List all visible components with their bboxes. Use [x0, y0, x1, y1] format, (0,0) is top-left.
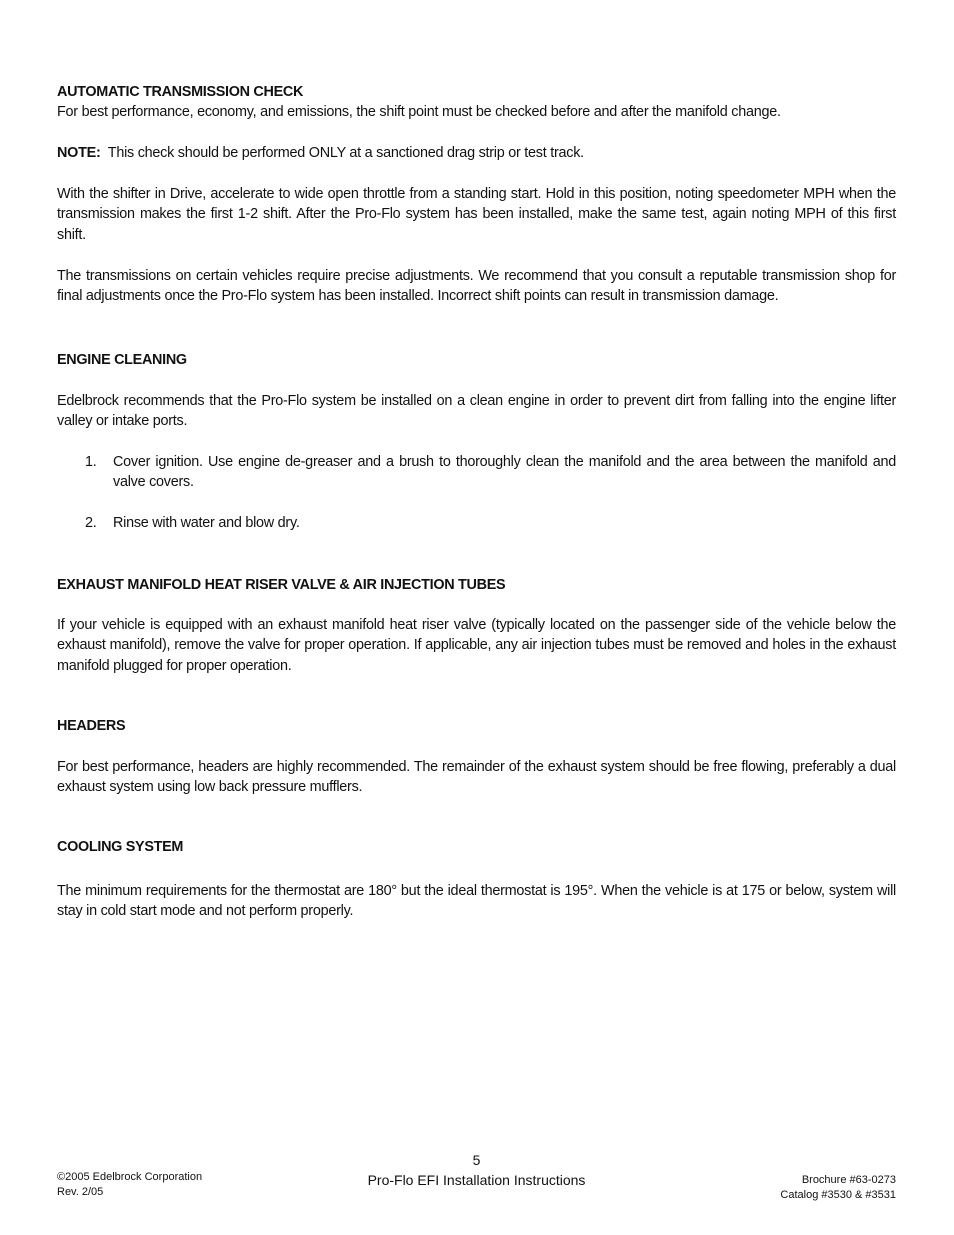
footer-catalog: Catalog #3530 & #3531 — [780, 1189, 896, 1201]
auto-trans-note — [57, 143, 896, 163]
auto-trans-paragraph-2: The transmissions on certain vehicles require precise adjustments. We recommend that you consult a reputable transmission shop for final adjustments once the Pro-Flo system has been installed. Incorrect shift points can result in transmission damage. — [57, 267, 896, 305]
document-title: Pro-Flo EFI Installation Instructions — [367, 1172, 586, 1188]
note-label: NOTE: — [57, 145, 101, 162]
section-heading-cooling: COOLING SYSTEM — [57, 839, 184, 856]
list-item-text: Cover ignition. Use engine de-greaser and a brush to thoroughly clean the manifold and the area between the manifold and valve covers. — [113, 454, 896, 491]
footer-right — [780, 1173, 896, 1203]
page-number: 5 — [472, 1152, 481, 1168]
engine-cleaning-paragraph: Edelbrock recommends that the Pro-Flo system be installed on a clean engine in order to prevent dirt from falling into the engine lifter valley or intake ports. — [57, 392, 896, 430]
section-heading-automatic-transmission: AUTOMATIC TRANSMISSION CHECK — [57, 84, 304, 100]
footer-center — [57, 1150, 896, 1190]
footer-copyright: ©2005 Edelbrock Corporation — [57, 1171, 203, 1183]
auto-trans-intro: For best performance, economy, and emissions, the shift point must be checked before and after the manifold change. — [57, 104, 781, 121]
list-item-number: 2. — [85, 515, 97, 532]
auto-trans-paragraph-1: With the shifter in Drive, accelerate to wide open throttle from a standing start. Hold in this position, noting speedometer MPH when the transmission makes the first 1-2 shift. After the Pro-Flo system has been installed, make the same test, again noting MPH of this first shift. — [57, 186, 896, 243]
section-heading-exhaust: EXHAUST MANIFOLD HEAT RISER VALVE & AIR INJECTION TUBES — [57, 576, 506, 593]
footer-revision: Rev. 2/05 — [57, 1186, 104, 1198]
list-item-number: 1. — [85, 454, 97, 471]
list-item — [57, 452, 896, 493]
note-text: This check should be performed ONLY at a sanctioned drag strip or test track. — [107, 145, 584, 162]
exhaust-paragraph: If your vehicle is equipped with an exhaust manifold heat riser valve (typically located on the passenger side of the vehicle below the exhaust manifold), remove the valve for proper operation. If applicable, any air injection tubes must be removed and holes in the exhaust manifold plugged for proper operation. — [57, 617, 896, 674]
cooling-paragraph: The minimum requirements for the thermostat are 180° but the ideal thermostat is 195°. When the vehicle is at 175 or below, system will stay in cold start mode and not perform properly. — [57, 882, 896, 920]
section-heading-headers: HEADERS — [57, 718, 126, 735]
engine-cleaning-steps — [57, 452, 896, 534]
list-item — [57, 513, 896, 533]
page-footer — [57, 1148, 896, 1208]
headers-paragraph: For best performance, headers are highly recommended. The remainder of the exhaust system should be free flowing, preferably a dual exhaust system using low back pressure mufflers. — [57, 758, 896, 796]
page-content — [57, 82, 896, 922]
footer-brochure: Brochure #63-0273 — [801, 1174, 896, 1186]
list-item-text: Rinse with water and blow dry. — [113, 515, 300, 532]
section-heading-engine-cleaning: ENGINE CLEANING — [57, 352, 187, 369]
